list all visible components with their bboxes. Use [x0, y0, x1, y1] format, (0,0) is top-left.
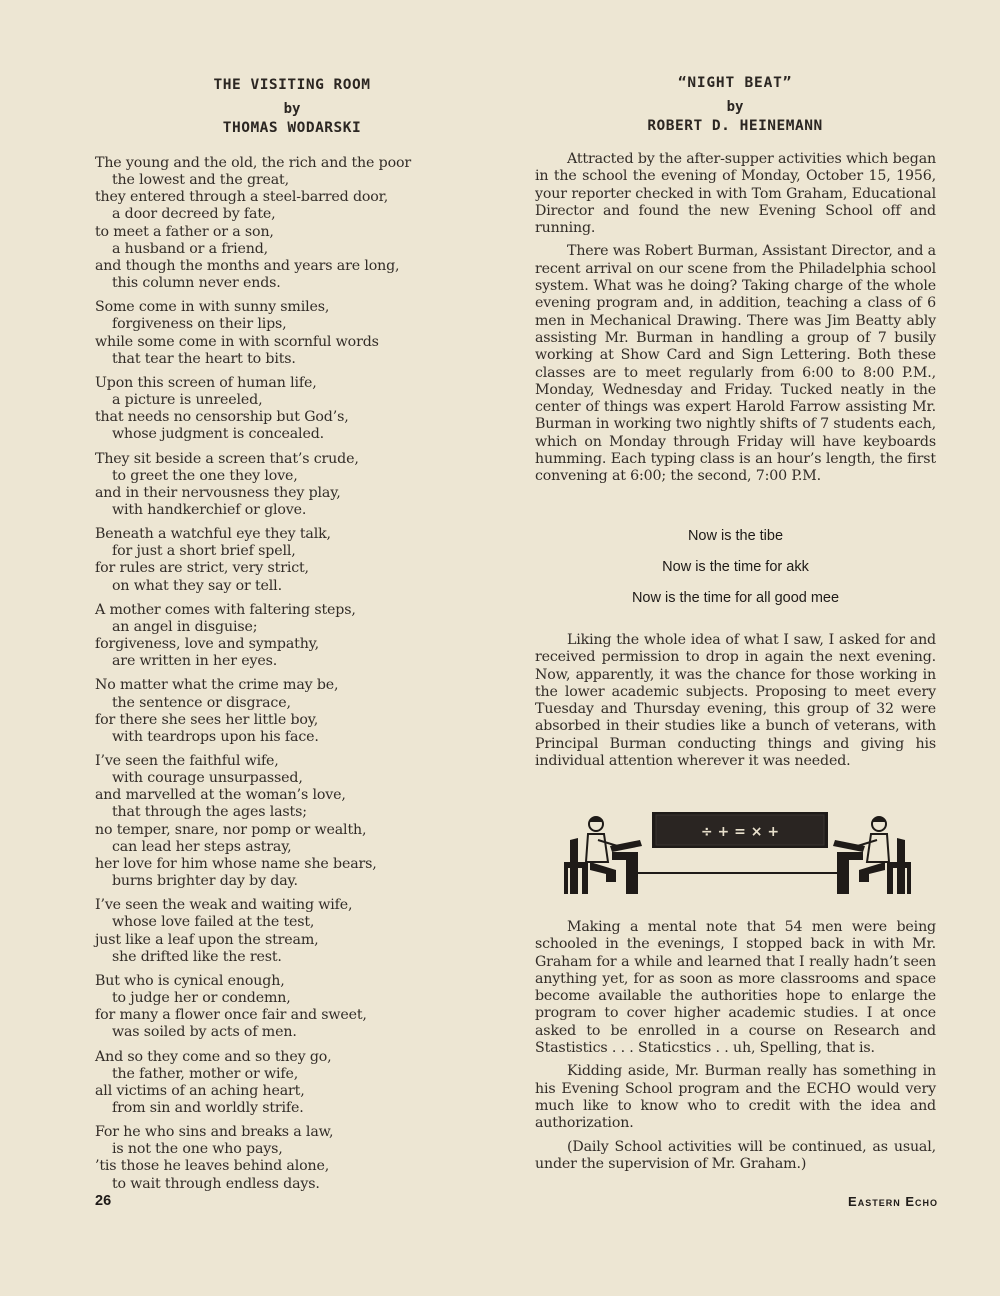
poem-line: just like a leaf upon the stream, [95, 931, 319, 948]
poem-line: for just a short brief spell, [112, 543, 296, 560]
publication-name: Eastern Echo [848, 1194, 938, 1209]
poem-body [95, 155, 495, 1200]
poem-line: forgiveness on their lips, [112, 316, 287, 333]
poem-stanza [95, 526, 495, 595]
poem-line: no temper, snare, nor pomp or wealth, [95, 821, 367, 838]
article-title: “NIGHT BEAT” [677, 75, 793, 91]
poem-stanza [95, 602, 495, 671]
poem-line: can lead her steps astray, [112, 838, 292, 855]
poem-stanza [95, 375, 495, 444]
poem-line: her love for him whose name she bears, [95, 855, 377, 872]
poem-line: I’ve seen the faithful wife, [95, 753, 279, 769]
poem-line: and though the months and years are long, [95, 257, 400, 274]
poem-line: ’tis those he leaves behind alone, [95, 1158, 330, 1175]
paragraph: Liking the whole idea of what I saw, I asked for and received permission to drop in again the next evening. Now, apparently, it was the chance for those working in the lower academic subjects. Proposing to meet every Tuesday and Thursday evening, this group of 32 were absorbed in their studies like a bunch of veterans, with Principal Burman conducting things and giving his individual attention wherever it was needed. [535, 632, 936, 770]
poem-line: they entered through a steel-barred door, [95, 189, 389, 206]
poem-line: But who is cynical enough, [95, 972, 285, 989]
poem-line: that needs no censorship but God’s, [95, 409, 349, 426]
poem-line: an angel in disguise; [112, 618, 258, 635]
paragraph: There was Robert Burman, Assistant Director, and a recent arrival on our scene from the Philadelphia school system. What was he doing? Taking charge of the whole evening program and, in addition, teaching a class of 6 men in Mechanical Drawing. There was Jim Beatty ably assisting Mr. Burman in handling a group of 7 busily working at Show Card and Sign Lettering. Both these classes are to meet regularly from 6:00 to 8:00 P.M., Monday, Wednesday and Friday. Tucked neatly in the center of things was expert Harold Farrow assisting Mr. Burman in working two nightly shifts of 7 students each, which on Monday through Friday will have keyboards humming. Each typing class is an hour’s length, the first convening at 6:00; the second, 7:00 P.M. [535, 243, 936, 485]
poem-stanza [95, 973, 495, 1042]
poem-line: Beneath a watchful eye they talk, [95, 526, 331, 543]
poem-byline: by [283, 101, 301, 117]
article-header [530, 74, 940, 135]
page-number: 26 [95, 1193, 112, 1209]
poem-stanza [95, 1049, 495, 1118]
poem-title: THE VISITING ROOM [213, 77, 371, 93]
poem-line: burns brighter day by day. [112, 873, 298, 890]
article-byline: by [726, 99, 744, 115]
student-right-figure [833, 817, 911, 894]
poem-line: For he who sins and breaks a law, [95, 1124, 334, 1141]
poem-line: the sentence or disgrace, [112, 694, 291, 711]
article-body-middle [535, 632, 936, 776]
poem-line: the lowest and the great, [112, 172, 289, 189]
typing-samples [535, 527, 936, 620]
poem-line: with teardrops upon his face. [112, 728, 319, 745]
poem-line: was soiled by acts of men. [112, 1024, 297, 1041]
poem-stanza [95, 1124, 495, 1193]
poem-line: to meet a father or a son, [95, 223, 274, 240]
poem-author: THOMAS WODARSKI [222, 120, 362, 136]
poem-line: is not the one who pays, [112, 1141, 283, 1158]
poem-line: to judge her or condemn, [112, 990, 291, 1007]
blackboard-text: ÷ + = × + [700, 824, 780, 840]
poem-line: on what they say or tell. [112, 577, 282, 594]
paragraph: Kidding aside, Mr. Burman really has something in his Evening School program and the ECHO would very much like to know who to credit with the idea and authorization. [535, 1063, 936, 1132]
poem-line: A mother comes with faltering steps, [95, 601, 356, 618]
poem-line: from sin and worldly strife. [112, 1099, 304, 1116]
poem-stanza [95, 677, 495, 746]
poem-line: she drifted like the rest. [112, 948, 282, 965]
article-author: ROBERT D. HEINEMANN [647, 118, 823, 134]
poem-stanza [95, 451, 495, 520]
article-body-bottom [535, 919, 936, 1179]
typing-sample: Now is the time for akk [662, 559, 809, 575]
poem-header [94, 76, 490, 137]
student-left-figure [564, 817, 642, 894]
poem-stanza [95, 155, 495, 292]
poem-line: all victims of an aching heart, [95, 1082, 305, 1099]
paragraph: Making a mental note that 54 men were being schooled in the evenings, I stopped back in with Mr. Graham for a while and learned that I really hadn’t seen anything yet, for as soon as more classrooms and space become available the authorities hope to enlarge the program to cover higher academic studies. I at once asked to be enrolled in a course on Research and Stastistics . . . Staticstics . . uh, Spelling, that is. [535, 919, 936, 1057]
poem-line: the father, mother or wife, [112, 1065, 299, 1082]
poem-line: to wait through endless days. [112, 1175, 320, 1192]
poem-line: to greet the one they love, [112, 467, 298, 484]
poem-stanza [95, 753, 495, 890]
poem-line: They sit beside a screen that’s crude, [95, 450, 359, 467]
typing-sample: Now is the time for all good mee [631, 590, 840, 606]
poem-line: forgiveness, love and sympathy, [95, 636, 320, 653]
poem-line: No matter what the crime may be, [95, 677, 339, 694]
poem-line: whose love failed at the test, [112, 914, 315, 931]
poem-line: for there she sees her little boy, [95, 711, 319, 728]
poem-line: are written in her eyes. [112, 653, 278, 670]
poem-line: that through the ages lasts; [112, 804, 307, 821]
poem-line: and in their nervousness they play, [95, 484, 341, 501]
poem-line: for many a flower once fair and sweet, [95, 1007, 367, 1024]
poem-line: while some come in with scornful words [95, 333, 379, 350]
poem-line: that tear the heart to bits. [112, 350, 296, 367]
paragraph: Attracted by the after-supper activities which began in the school the evening of Monday, October 15, 1956, your reporter checked in with Tom Graham, Educational Director and found the new Evening School off and running. [535, 151, 936, 237]
poem-line: a picture is unreeled, [112, 392, 263, 409]
poem-line: with courage unsurpassed, [112, 770, 303, 787]
poem-line: And so they come and so they go, [95, 1048, 332, 1065]
poem-line: I’ve seen the weak and waiting wife, [95, 897, 353, 914]
poem-stanza [95, 299, 495, 368]
paragraph: (Daily School activities will be continued, as usual, under the supervision of Mr. Graham.) [535, 1138, 936, 1172]
poem-line: for rules are strict, very strict, [95, 560, 309, 577]
poem-line: The young and the old, the rich and the poor [95, 155, 411, 171]
article-body-top [535, 151, 936, 492]
poem-line: and marvelled at the woman’s love, [95, 787, 346, 804]
poem-line: a door decreed by fate, [112, 206, 276, 223]
poem-stanza [95, 897, 495, 966]
poem-line: a husband or a friend, [112, 240, 268, 257]
classroom-illustration [560, 810, 915, 898]
poem-line: with handkerchief or glove. [112, 501, 307, 518]
poem-line: Some come in with sunny smiles, [95, 299, 330, 316]
poem-line: this column never ends. [112, 275, 281, 292]
poem-line: whose judgment is concealed. [112, 426, 324, 443]
typing-sample: Now is the tibe [687, 528, 784, 544]
poem-line: Upon this screen of human life, [95, 374, 317, 391]
